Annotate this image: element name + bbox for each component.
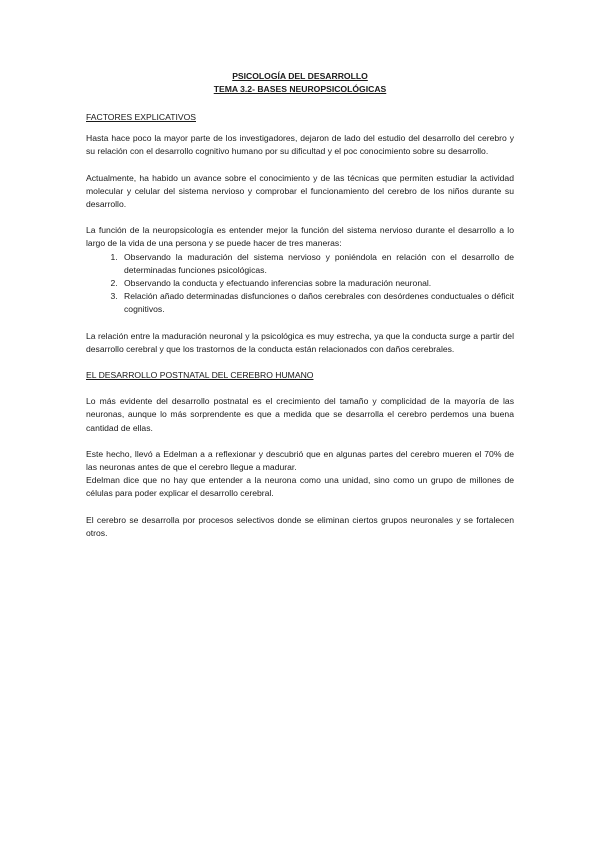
- section-heading-postnatal: EL DESARROLLO POSTNATAL DEL CEREBRO HUMANO: [86, 370, 314, 381]
- paragraph: Edelman dice que no hay que entender a la neurona como una unidad, sino como un grupo de millones de células para poder explicar el desarrollo cerebral.: [86, 475, 514, 499]
- title-topic: TEMA 3.2- BASES NEUROPSICOLÓGICAS: [213, 83, 387, 94]
- list-item: 1. Observando la maduración del sistema nervioso y poniéndola en relación con el desarrollo de determinadas funciones psicológicas.: [120, 251, 514, 277]
- title-subject: PSICOLOGÍA DEL DESARROLLO: [232, 71, 368, 81]
- paragraph: Este hecho, llevó a Edelman a a reflexionar y descubrió que en algunas partes del cerebro mueren el 70% de las neuronas antes de que el cerebro llegue a madurar.: [86, 448, 514, 473]
- paragraph: La función de la neuropsicología es entender mejor la función del sistema nervioso durante el desarrollo a lo largo de la vida de una persona y se puede hacer de tres maneras:: [86, 225, 514, 249]
- paragraph: El cerebro se desarrolla por procesos selectivos donde se eliminan ciertos grupos neuronales y se fortalecen otros.: [86, 514, 514, 538]
- paragraph: La relación entre la maduración neuronal y la psicológica es muy estrecha, ya que la conducta surge a partir del desarrollo cerebral y que los trastornos de la conducta están relacionados con daños cerebrales.: [86, 330, 514, 354]
- paragraph: Actualmente, ha habido un avance sobre el conocimiento y de las técnicas que permiten estudiar la actividad molecular y celular del sistema nervioso y comprobar el funcionamiento del cerebro de los niños durante su desarrollo.: [86, 172, 514, 210]
- section-heading-factores: FACTORES EXPLICATIVOS: [86, 112, 196, 122]
- paragraph: Hasta hace poco la mayor parte de los investigadores, dejaron de lado del estudio del desarrollo del cerebro y su relación con el desarrollo cognitivo humano por su dificultad y el poc conocimiento sobre su desarrollo.: [86, 133, 514, 157]
- list-item: 2. Observando la conducta y efectuando inferencias sobre la maduración neuronal.: [120, 277, 514, 290]
- document-title: [86, 70, 514, 95]
- list-item: 3. Relación añado determinadas disfunciones o daños cerebrales con desórdenes conductuales o déficit cognitivos.: [120, 290, 514, 316]
- document-page: [86, 70, 514, 540]
- numbered-list: [86, 251, 514, 317]
- paragraph: Lo más evidente del desarrollo postnatal es el crecimiento del tamaño y complicidad de la mayoría de las neuronas, aunque lo más sorprendente es que a medida que se desarrolla el cerebro perdemos una buena cantidad de ellas.: [86, 396, 514, 433]
